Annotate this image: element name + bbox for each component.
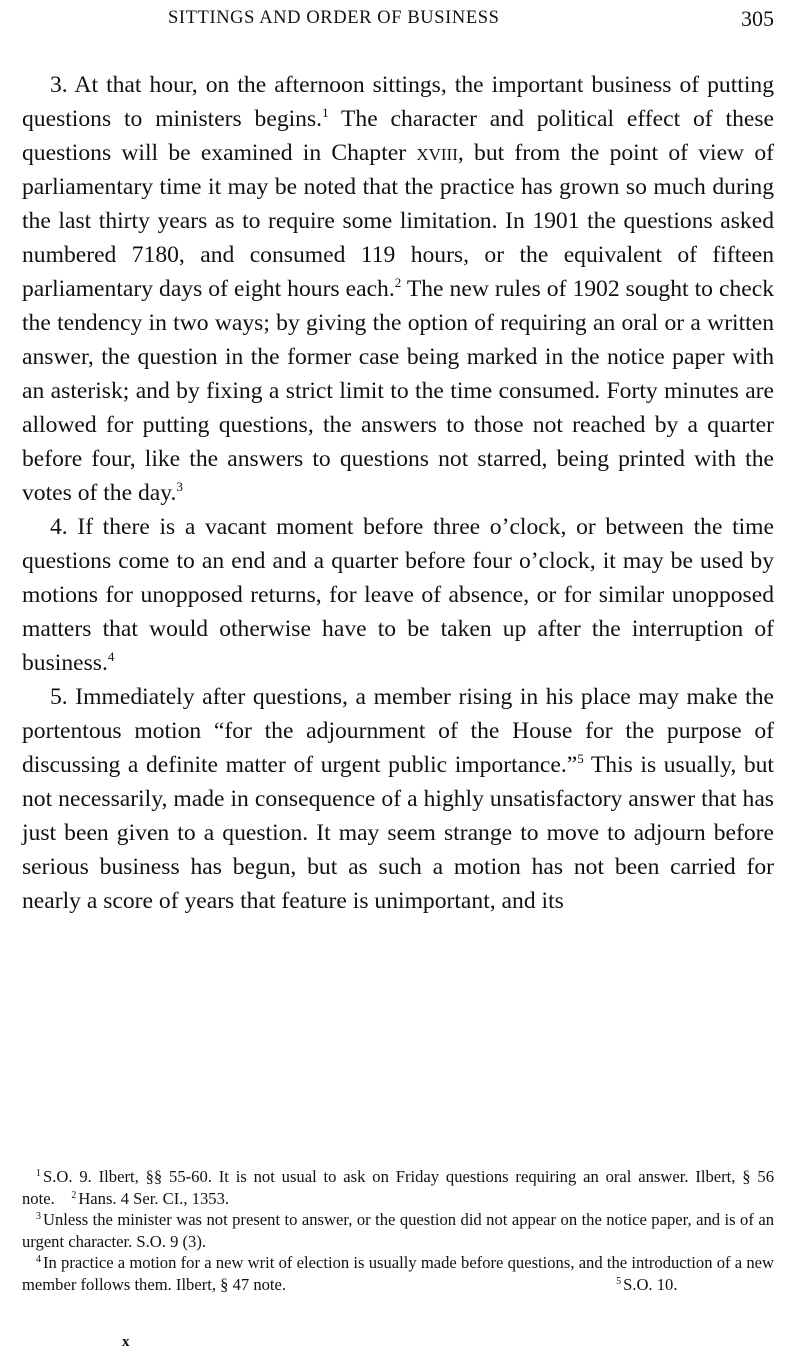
footnote-3-text: Unless the minister was not present to answer, or the question did not appear on the notice paper, and is of an urgent character. S.O. 9 (3). [22, 1210, 774, 1251]
footnote-5-mark: 5 [616, 1275, 622, 1287]
footnote-4 [22, 1252, 774, 1295]
footnote-4-text: In practice a motion for a new writ of election is usually made before questions, and the introduction of a new member follows them. Ilbert, § 47 note. [22, 1253, 774, 1294]
chapter-numeral: xviii [416, 140, 458, 166]
running-head [22, 8, 774, 36]
paragraph-5 [22, 680, 774, 918]
footnote-ref-3: 3 [176, 479, 183, 494]
running-title: SITTINGS AND ORDER OF BUSINESS [168, 8, 500, 28]
footnote-ref-5: 5 [577, 751, 584, 766]
paragraph-3-text-d: The new rules of 1902 sought to check the tendency in two ways; by giving the option of requiring an oral or a written answer, the question in the former case being marked in the notice paper with an asterisk; and by fixing a strict limit to the time consumed. Forty minutes are allowed for putting questions, the answers to those not reached by a quarter before four, like the answers to questions not starred, being printed with the votes of the day. [22, 276, 774, 506]
footnote-1 [22, 1166, 774, 1209]
body-text [22, 68, 774, 918]
paragraph-5-text-a: 5. Immediately after questions, a member rising in his place may make the portentous motion “for the adjournment of the House for the purpose of discussing a definite matter of urgent public importance.” [22, 684, 774, 778]
footnote-1-text: S.O. 9. Ilbert, §§ 55-60. It is not usual to ask on Friday questions requiring an oral answer. Ilbert, § 56 note. [22, 1167, 774, 1208]
footnote-4-mark: 4 [36, 1254, 41, 1265]
paragraph-3-text-c: , but from the point of view of parliamentary time it may be noted that the practice has grown so much during the last thirty years as to require some limitation. In 1901 the questions asked numbered 7180, and consumed 119 hours, or the equivalent of fifteen parliamentary days of eight hours each. [22, 140, 774, 302]
footnote-3 [22, 1209, 774, 1252]
footnote-3-mark: 3 [36, 1211, 41, 1222]
footnote-2-text: Hans. 4 Ser. CI., 1353. [78, 1188, 230, 1208]
footnote-1-mark: 1 [36, 1168, 41, 1179]
footnote-ref-2: 2 [394, 275, 402, 290]
paragraph-4 [22, 510, 774, 680]
paragraph-4-text: 4. If there is a vacant moment before three o’clock, or between the time questions come to an end and a quarter before four o’clock, it may be used by motions for unopposed returns, for leave of absence, or for similar unopposed matters that would otherwise have to be taken up after the interruption of business. [22, 514, 774, 676]
footnote-5-text: S.O. 10. [623, 1274, 678, 1294]
page-number: 305 [741, 6, 774, 31]
paragraph-5-text-b: This is usually, but not necessarily, made in consequence of a highly unsatisfactory answer that has just been given to a question. It may seem strange to move to adjourn before serious business has begun, but as such a motion has not been carried for nearly a score of years that feature is unimportant, and its [22, 752, 774, 914]
footnotes [22, 1166, 774, 1295]
footnote-ref-4: 4 [107, 649, 115, 664]
paragraph-3-text-a: 3. At that hour, on the afternoon sittings, the important business of putting questions to ministers begins. [22, 72, 774, 132]
footnote-2-mark: 2 [71, 1189, 77, 1201]
paragraph-3 [22, 68, 774, 510]
footnote-ref-1: 1 [322, 105, 329, 120]
paragraph-3-text-b: The character and political effect of these questions will be examined in Chapter [22, 106, 774, 166]
signature-mark: x [122, 1334, 130, 1350]
